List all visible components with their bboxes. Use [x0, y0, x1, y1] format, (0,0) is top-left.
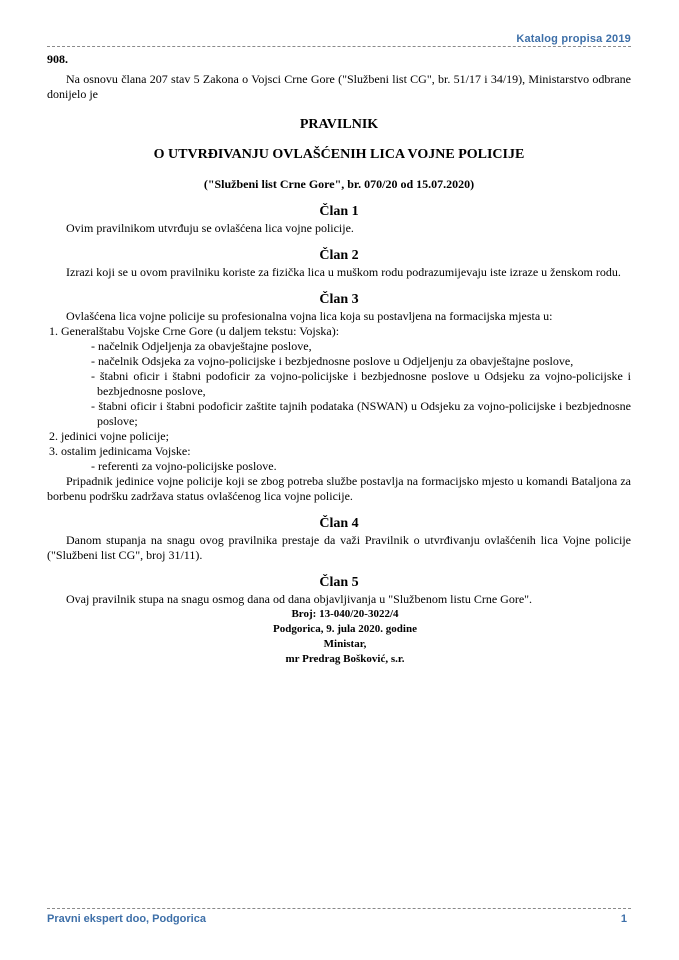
article-4-heading: Član 4	[319, 516, 359, 531]
article-1-heading: Član 1	[319, 204, 359, 219]
article-3-item-1-sub: - načelnik Odsjeka za vojno-policijske i bezbjednosne poslove u Odjeljenju za obavještajne poslove,	[91, 354, 574, 368]
article-5-text: Ovaj pravilnik stupa na snagu osmog dana od dana objavljivanja u "Službenom listu Crne Gore".	[66, 592, 533, 606]
article-2-heading: Član 2	[319, 248, 359, 263]
footer-divider	[47, 908, 631, 909]
catalog-title: Katalog propisa 2019	[512, 33, 631, 45]
article-3-item-1-sub: - načelnik Odjeljenja za obavještajne poslove,	[91, 339, 312, 353]
document-number: 908.	[47, 52, 68, 66]
place-and-date: Podgorica, 9. jula 2020. godine	[273, 623, 417, 635]
article-3-item-3: 3. ostalim jedinicama Vojske:	[49, 444, 191, 458]
article-4-text: Danom stupanja na snagu ovog pravilnika prestaje da važi Pravilnik o utvrđivanju ovlašćenih lica Vojne policije ("Službeni list CG", broj 31/11).	[47, 533, 631, 562]
article-5-heading: Član 5	[319, 575, 359, 590]
article-3-intro: Ovlašćena lica vojne policije su profesionalna vojna lica koja su postavljena na formacijska mjesta u:	[66, 309, 553, 323]
signatory-name: mr Predrag Bošković, s.r.	[285, 653, 405, 665]
signature-block	[47, 607, 631, 667]
article-3-item-1-sub: - štabni oficir i štabni podoficir zaštite tajnih podataka (NSWAN) u Odsjeku za vojno-policijske i bezbjednosne poslove;	[91, 399, 631, 428]
document-title: PRAVILNIK	[299, 117, 379, 132]
page-number: 1	[620, 913, 627, 925]
article-3-closing: Pripadnik jedinice vojne policije koji se zbog potreba službe postavlja na formacijsko mjesto u komandi Bataljona za borbenu podršku zadržava status ovlašćenog lica vojne policije.	[47, 474, 631, 503]
article-3-heading: Član 3	[319, 292, 359, 307]
document-subtitle: O UTVRĐIVANJU OVLAŠĆENIH LICA VOJNE POLICIJE	[153, 147, 525, 162]
reference-number: Broj: 13-040/20-3022/4	[291, 608, 399, 620]
preamble: Na osnovu člana 207 stav 5 Zakona o Vojsci Crne Gore ("Službeni list CG", br. 51/17 i 34/19), Ministarstvo odbrane donijelo je	[47, 72, 631, 101]
header-divider	[47, 46, 631, 47]
article-3-item-3-sub: - referenti za vojno-policijske poslove.	[91, 459, 277, 473]
article-1-text: Ovim pravilnikom utvrđuju se ovlašćena lica vojne policije.	[66, 221, 354, 235]
article-3-item-1: 1. Generalštabu Vojske Crne Gore (u daljem tekstu: Vojska):	[49, 324, 340, 338]
page-header	[47, 33, 631, 47]
document-body	[47, 52, 631, 667]
article-3-item-1-sub: - štabni oficir i štabni podoficir za vojno-policijske i bezbjednosne poslove u Odsjeku za vojno-policijske i bezbjednosne poslove,	[91, 369, 631, 398]
gazette-reference: ("Službeni list Crne Gore", br. 070/20 od 15.07.2020)	[203, 177, 475, 191]
page-footer	[47, 908, 631, 926]
signatory-role: Ministar,	[323, 638, 367, 650]
article-3-item-2: 2. jedinici vojne policije;	[49, 429, 169, 443]
publisher-name: Pravni ekspert doo, Podgorica	[47, 913, 206, 925]
article-2-text: Izrazi koji se u ovom pravilniku koriste za fizička lica u muškom rodu podrazumijevaju iste izraze u ženskom rodu.	[66, 265, 621, 279]
